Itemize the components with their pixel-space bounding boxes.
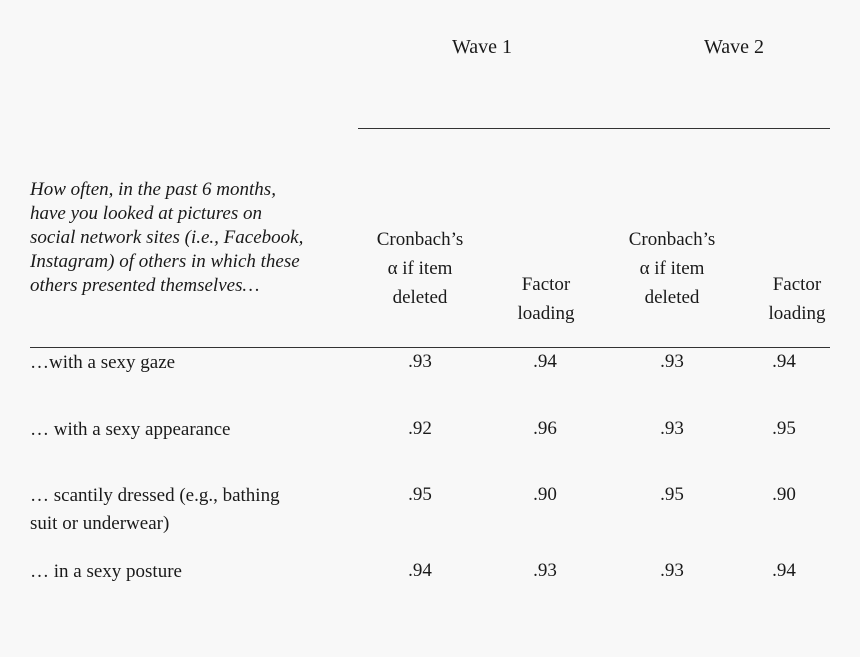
row-1-wave-1-loading: .94 [533,351,557,372]
row-label [30,482,360,538]
question-header [30,178,360,298]
row-4-wave-2-loading: .94 [772,560,796,581]
wave-2-loading-header [747,270,847,328]
row-3-wave-2-alpha: .95 [660,484,684,505]
row-3-wave-2-loading: .90 [772,484,796,505]
row-label-line: … with a sexy appearance [30,419,231,440]
row-1-wave-2-alpha: .93 [660,351,684,372]
header-line: Factor [772,274,822,295]
wave-header-rule [358,128,830,129]
row-label-line: …with a sexy gaze [30,352,176,373]
header-rule [30,347,830,348]
row-2-wave-1-loading: .96 [533,418,557,439]
row-2-wave-2-loading: .95 [772,418,796,439]
row-label-line: … in a sexy posture [30,561,182,582]
header-line: deleted [644,287,700,308]
row-label [30,349,360,377]
header-line: loading [768,303,826,324]
row-3-wave-1-alpha: .95 [408,484,432,505]
question-line: others presented themselves… [30,275,260,296]
row-1-wave-2-loading: .94 [772,351,796,372]
row-4-wave-1-alpha: .94 [408,560,432,581]
question-line: Instagram) of others in which these [30,251,300,272]
row-3-wave-1-loading: .90 [533,484,557,505]
row-4-wave-2-alpha: .93 [660,560,684,581]
header-line: Factor [521,274,571,295]
row-label [30,416,360,444]
question-line: have you looked at pictures on [30,203,262,224]
question-line: social network sites (i.e., Facebook, [30,227,304,248]
wave-1-alpha-header [360,225,480,312]
wave-2-header: Wave 2 [703,36,765,58]
row-2-wave-1-alpha: .92 [408,418,432,439]
header-line: α if item [639,258,705,279]
wave-1-loading-header [496,270,596,328]
question-line: How often, in the past 6 months, [30,179,276,200]
header-line: Cronbach’s [628,229,716,250]
row-label-line: … scantily dressed (e.g., bathing [30,485,280,506]
header-line: Cronbach’s [376,229,464,250]
header-line: deleted [392,287,448,308]
row-label [30,558,360,586]
wave-2-alpha-header [612,225,732,312]
row-label-line: suit or underwear) [30,513,170,534]
header-line: loading [517,303,575,324]
row-1-wave-1-alpha: .93 [408,351,432,372]
row-4-wave-1-loading: .93 [533,560,557,581]
header-line: α if item [387,258,453,279]
wave-1-header: Wave 1 [451,36,513,58]
row-2-wave-2-alpha: .93 [660,418,684,439]
